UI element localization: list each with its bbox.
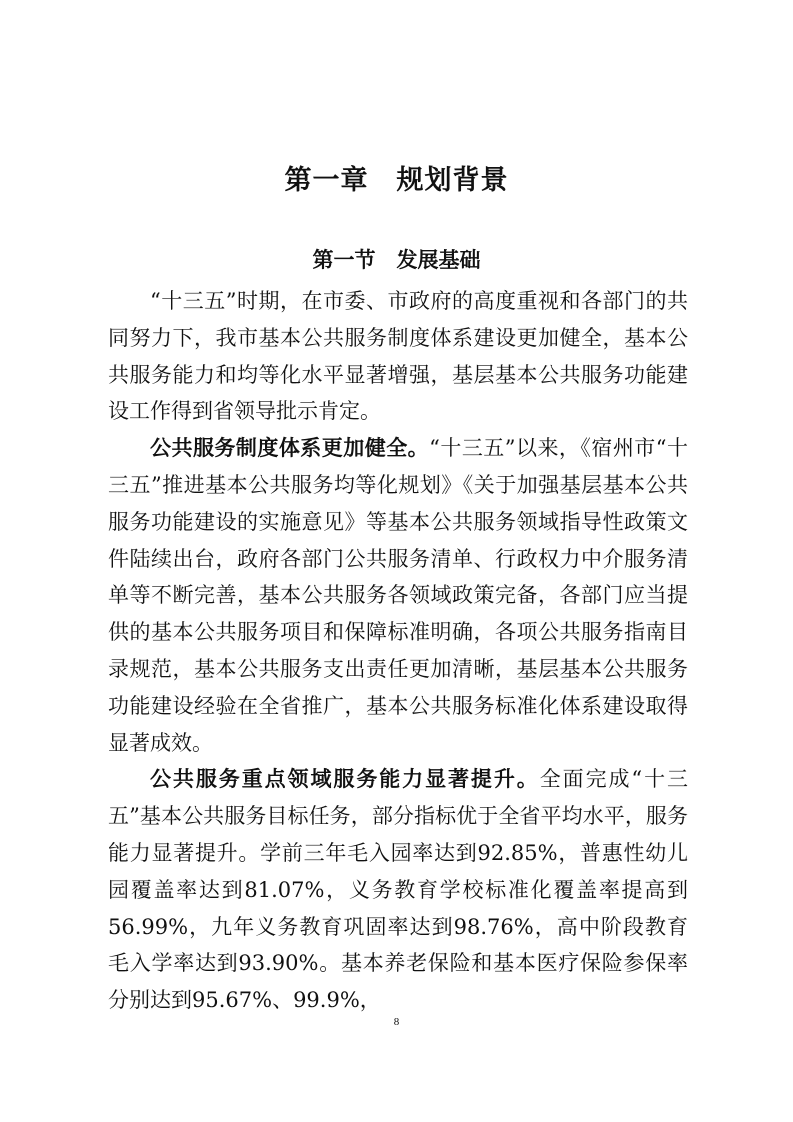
- section-title: 第一节 发展基础: [312, 248, 481, 272]
- paragraph-text: “十三五”时期，在市委、市政府的高度重视和各部门的共同努力下，我市基本公共服务制度体系建设更加健全，基本公共服务能力和均等化水平显著增强，基层基本公共服务功能建设工作得到省领导批示肯定。: [108, 289, 688, 424]
- chapter-title: 第一章 规划背景: [284, 165, 509, 196]
- paragraph-text: “十三五”以来，《宿州市“十三五”推进基本公共服务均等化规划》《关于加强基层基本公共服务功能建设的实施意见》等基本公共服务领域指导性政策文件陆续出台，政府各部门公共服务清单、行政权力中介服务清单等不断完善，基本公共服务各领域政策完备，各部门应当提供的基本公共服务项目和保障标准明确，各项公共服务指南目录规范，基本公共服务支出责任更加清晰，基层基本公共服务功能建设经验在全省推广，基本公共服务标准化体系建设取得显著成效。: [108, 436, 688, 755]
- paragraph-capacity: [108, 761, 688, 1019]
- paragraph-system: [108, 430, 688, 761]
- paragraph-text: 全面完成“十三五”基本公共服务目标任务，部分指标优于全省平均水平，服务能力显著提升。学前三年毛入园率达到92.85%，普惠性幼儿园覆盖率达到81.07%，义务教育学校标准化覆盖率提高到56.99%，九年义务教育巩固率达到98.76%，高中阶段教育毛入学率达到93.90%。基本养老保险和基本医疗保险参保率分别达到95.67%、99.9%，: [108, 767, 688, 1013]
- paragraph-intro: [108, 283, 688, 430]
- paragraph-lead: 公共服务重点领域服务能力显著提升。: [150, 767, 540, 792]
- paragraph-lead: 公共服务制度体系更加健全。: [150, 436, 430, 461]
- page-number: 8: [393, 1016, 400, 1028]
- body-text: [108, 283, 688, 1019]
